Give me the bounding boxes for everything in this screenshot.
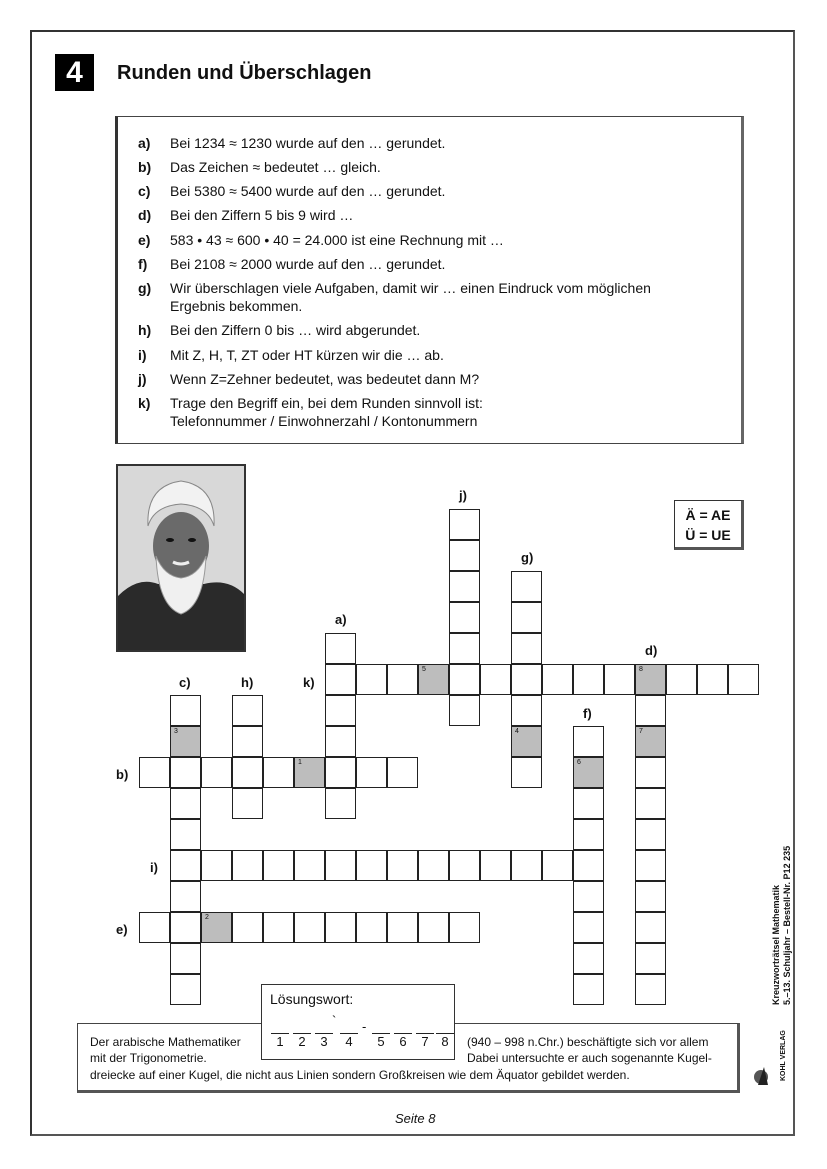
crossword-cell[interactable] — [635, 943, 666, 974]
crossword-cell[interactable] — [449, 664, 480, 695]
crossword-cell[interactable] — [232, 726, 263, 757]
crossword-cell[interactable] — [697, 664, 728, 695]
crossword-cell[interactable] — [573, 912, 604, 943]
crossword-cell[interactable] — [635, 757, 666, 788]
info-text: mit der Trigonometrie. — [90, 1051, 207, 1065]
clue-letter: c) — [138, 183, 151, 199]
crossword-cell[interactable] — [449, 850, 480, 881]
crossword-cell[interactable] — [728, 664, 759, 695]
cell-number: 4 — [515, 728, 519, 735]
key-line: Ä = AE — [685, 507, 731, 523]
info-text: (940 – 998 n.Chr.) beschäftigte sich vor allem — [467, 1035, 709, 1049]
label-b: b) — [116, 767, 129, 782]
crossword-cell-solution[interactable] — [573, 757, 604, 788]
crossword-cell[interactable] — [449, 509, 480, 540]
crossword-cell[interactable] — [387, 757, 418, 788]
crossword-cell[interactable] — [511, 664, 542, 695]
publisher-name: KOHL VERLAG — [780, 1030, 787, 1081]
crossword-cell[interactable] — [449, 912, 480, 943]
key-line: Ü = UE — [685, 527, 731, 543]
crossword-cell[interactable] — [232, 695, 263, 726]
crossword-cell[interactable] — [170, 881, 201, 912]
clue-letter: g) — [138, 280, 152, 296]
clue-text: Bei den Ziffern 0 bis … wird abgerundet. — [170, 322, 421, 338]
crossword-cell-solution[interactable] — [201, 912, 232, 943]
slot-number: 3 — [315, 1033, 333, 1049]
crossword-cell[interactable] — [635, 788, 666, 819]
cell-number: 7 — [639, 728, 643, 735]
cell-number: 5 — [422, 666, 426, 673]
crossword-cell[interactable] — [325, 850, 356, 881]
page-title: Runden und Überschlagen — [117, 62, 372, 84]
umlaut-key — [674, 500, 744, 550]
crossword-cell[interactable] — [170, 912, 201, 943]
slot-number: 5 — [372, 1033, 390, 1049]
clue-text: Wir überschlagen viele Aufgaben, damit wir … einen Eindruck vom möglichen — [170, 280, 651, 296]
crossword-cell[interactable] — [232, 850, 263, 881]
slot-number: 2 — [293, 1033, 311, 1049]
cell-number: 1 — [298, 759, 302, 766]
solution-slot[interactable] — [340, 1023, 358, 1049]
crossword-cell-solution[interactable] — [511, 726, 542, 757]
crossword-cell[interactable] — [418, 912, 449, 943]
clue-letter: d) — [138, 207, 152, 223]
clue-list — [115, 116, 744, 444]
cell-number: 8 — [639, 666, 643, 673]
crossword-cell[interactable] — [666, 664, 697, 695]
solution-slot[interactable] — [436, 1023, 454, 1049]
crossword-cell[interactable] — [387, 664, 418, 695]
label-a: a) — [335, 612, 347, 627]
crossword-cell[interactable] — [449, 633, 480, 664]
solution-box — [261, 984, 455, 1060]
crossword-cell[interactable] — [325, 757, 356, 788]
crossword-cell[interactable] — [170, 788, 201, 819]
crossword-cell-solution[interactable] — [294, 757, 325, 788]
clue-letter: e) — [138, 232, 151, 248]
crossword-cell[interactable] — [573, 788, 604, 819]
slot-number: 1 — [271, 1033, 289, 1049]
label-h: h) — [241, 675, 254, 690]
solution-accent: ` — [332, 1013, 337, 1028]
clue-text: Das Zeichen ≈ bedeutet … gleich. — [170, 159, 381, 175]
crossword-cell[interactable] — [573, 850, 604, 881]
crossword-cell[interactable] — [325, 664, 356, 695]
crossword-cell[interactable] — [294, 912, 325, 943]
clue-text-cont: Ergebnis bekommen. — [170, 298, 303, 314]
crossword-cell[interactable] — [325, 912, 356, 943]
clue-letter: k) — [138, 395, 151, 411]
label-j: j) — [459, 488, 467, 503]
solution-hyphen: - — [362, 1019, 367, 1034]
clue-text: Bei den Ziffern 5 bis 9 wird … — [170, 207, 354, 223]
crossword-cell[interactable] — [356, 664, 387, 695]
crossword-cell[interactable] — [170, 757, 201, 788]
crossword-cell[interactable] — [263, 757, 294, 788]
crossword-cell[interactable] — [201, 757, 232, 788]
crossword-cell[interactable] — [635, 912, 666, 943]
info-text: Der arabische Mathematiker — [90, 1035, 241, 1049]
crossword-cell[interactable] — [387, 850, 418, 881]
crossword-cell[interactable] — [635, 974, 666, 1005]
clue-letter: b) — [138, 159, 152, 175]
slot-number: 4 — [340, 1033, 358, 1049]
crossword-cell[interactable] — [480, 664, 511, 695]
crossword-cell[interactable] — [170, 943, 201, 974]
crossword-cell[interactable] — [232, 757, 263, 788]
portrait-drawing — [118, 466, 244, 650]
clue-text: Trage den Begriff ein, bei dem Runden sinnvoll ist: — [170, 395, 483, 411]
crossword-cell[interactable] — [511, 602, 542, 633]
series-info — [771, 846, 793, 1005]
crossword-cell[interactable] — [325, 788, 356, 819]
cell-number: 2 — [205, 914, 209, 921]
crossword-cell[interactable] — [542, 850, 573, 881]
crossword-cell[interactable] — [542, 664, 573, 695]
crossword-cell[interactable] — [325, 726, 356, 757]
clue-text-cont: Telefonnummer / Einwohnerzahl / Kontonummern — [170, 413, 478, 429]
crossword-cell[interactable] — [635, 850, 666, 881]
crossword-cell[interactable] — [294, 850, 325, 881]
solution-slot[interactable] — [394, 1023, 412, 1049]
info-text: dreiecke auf einer Kugel, die nicht aus Linien sondern Großkreisen wie dem Äquator gebildet werden. — [90, 1068, 630, 1082]
crossword-cell[interactable] — [511, 757, 542, 788]
slot-number: 6 — [394, 1033, 412, 1049]
crossword-cell[interactable] — [325, 633, 356, 664]
crossword-cell[interactable] — [573, 726, 604, 757]
slot-number: 8 — [436, 1033, 454, 1049]
solution-slot[interactable] — [293, 1023, 311, 1049]
portrait-image — [116, 464, 246, 652]
clue-text: Bei 5380 ≈ 5400 wurde auf den … gerundet. — [170, 183, 446, 199]
clue-letter: i) — [138, 347, 147, 363]
label-i: i) — [150, 860, 158, 875]
crossword-cell[interactable] — [170, 819, 201, 850]
crossword-cell-solution[interactable] — [635, 664, 666, 695]
crossword-cell[interactable] — [635, 881, 666, 912]
crossword-cell-solution[interactable] — [635, 726, 666, 757]
solution-slot[interactable] — [372, 1023, 390, 1049]
crossword-cell[interactable] — [573, 819, 604, 850]
exercise-number: 4 — [55, 54, 94, 91]
crossword-cell[interactable] — [449, 602, 480, 633]
crossword-cell[interactable] — [232, 912, 263, 943]
crossword-cell[interactable] — [511, 633, 542, 664]
solution-label: Lösungswort: — [270, 991, 354, 1007]
crossword-cell[interactable] — [511, 695, 542, 726]
crossword-cell[interactable] — [387, 912, 418, 943]
crossword-cell[interactable] — [573, 943, 604, 974]
crossword-cell[interactable] — [170, 850, 201, 881]
clue-letter: j) — [138, 371, 147, 387]
crossword-cell[interactable] — [449, 695, 480, 726]
crossword-cell[interactable] — [325, 695, 356, 726]
crossword-cell[interactable] — [604, 664, 635, 695]
clue-text: Bei 2108 ≈ 2000 wurde auf den … gerundet. — [170, 256, 446, 272]
clue-text: Bei 1234 ≈ 1230 wurde auf den … gerundet. — [170, 135, 446, 151]
crossword-cell[interactable] — [356, 912, 387, 943]
publisher-logo — [752, 1015, 786, 1085]
crossword-cell[interactable] — [635, 695, 666, 726]
cell-number: 6 — [577, 759, 581, 766]
crossword-cell[interactable] — [139, 757, 170, 788]
label-k: k) — [303, 675, 315, 690]
clue-letter: h) — [138, 322, 152, 338]
label-e: e) — [116, 922, 128, 937]
crossword-cell[interactable] — [573, 664, 604, 695]
crossword-cell[interactable] — [201, 850, 232, 881]
label-f: f) — [583, 706, 592, 721]
crossword-cell[interactable] — [511, 571, 542, 602]
crossword-cell[interactable] — [480, 850, 511, 881]
solution-slot[interactable] — [271, 1023, 289, 1049]
crossword-cell[interactable] — [263, 912, 294, 943]
label-g: g) — [521, 550, 534, 565]
clue-letter: f) — [138, 256, 148, 272]
crossword-cell[interactable] — [170, 974, 201, 1005]
crossword-cell[interactable] — [573, 881, 604, 912]
crossword-cell[interactable] — [139, 912, 170, 943]
clue-letter: a) — [138, 135, 151, 151]
slot-number: 7 — [416, 1033, 434, 1049]
page-number: Seite 8 — [395, 1111, 436, 1126]
label-c: c) — [179, 675, 191, 690]
order-number: 5.–13. Schuljahr – Bestell-Nr. P12 235 — [782, 845, 792, 1005]
crossword-cell[interactable] — [170, 695, 201, 726]
solution-slot[interactable] — [416, 1023, 434, 1049]
crossword-cell[interactable] — [635, 819, 666, 850]
crossword-cell[interactable] — [511, 850, 542, 881]
clue-text: 583 • 43 ≈ 600 • 40 = 24.000 ist eine Rechnung mit … — [170, 232, 504, 248]
label-d: d) — [645, 643, 658, 658]
clue-text: Mit Z, H, T, ZT oder HT kürzen wir die … ab. — [170, 347, 444, 363]
crossword-cell-solution[interactable] — [170, 726, 201, 757]
crossword-cell[interactable] — [232, 788, 263, 819]
crossword-cell[interactable] — [356, 757, 387, 788]
crossword-cell[interactable] — [263, 850, 294, 881]
info-text: Dabei untersuchte er auch sogenannte Kugel- — [467, 1051, 712, 1065]
crossword-cell[interactable] — [356, 850, 387, 881]
cell-number: 3 — [174, 728, 178, 735]
crossword-cell[interactable] — [449, 540, 480, 571]
crossword-cell-solution[interactable] — [418, 664, 449, 695]
solution-slot[interactable] — [315, 1023, 333, 1049]
crossword-cell[interactable] — [449, 571, 480, 602]
clue-text: Wenn Z=Zehner bedeutet, was bedeutet dann M? — [170, 371, 480, 387]
crossword-cell[interactable] — [573, 974, 604, 1005]
series-title: Kreuzworträtsel Mathematik — [771, 884, 781, 1005]
crossword-cell[interactable] — [418, 850, 449, 881]
